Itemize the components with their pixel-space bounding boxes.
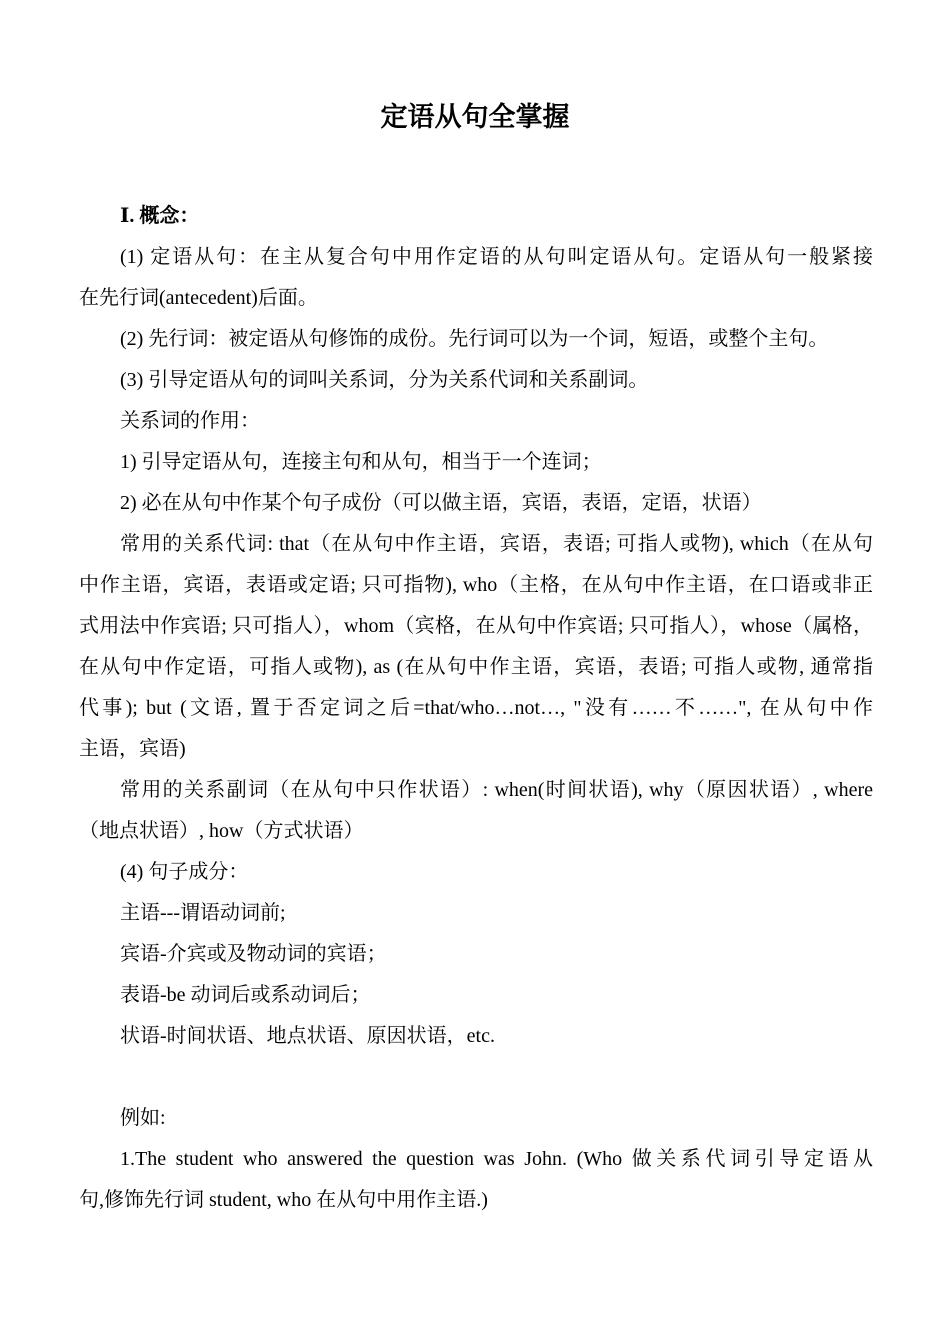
document-body bbox=[79, 196, 873, 1221]
part-predicative: 表语-be 动词后或系动词后； bbox=[120, 984, 371, 1006]
pronouns-line-6: 主语，宾语) bbox=[79, 738, 186, 760]
section-heading: Ⅰ. 概念： bbox=[120, 205, 200, 227]
role-heading: 关系词的作用： bbox=[120, 410, 260, 432]
definition-3: (3) 引导定语从句的词叫关系词，分为关系代词和关系副词。 bbox=[120, 369, 649, 391]
part-object: 宾语-介宾或及物动词的宾语； bbox=[120, 943, 387, 965]
adverbs-line-1: 常用的关系副词（在从句中只作状语）: when(时间状语), why（原因状语）, where bbox=[120, 779, 873, 801]
parts-heading: (4) 句子成分： bbox=[120, 861, 249, 883]
example-heading: 例如: bbox=[120, 1107, 166, 1129]
pronouns-line-3: 式用法中作宾语; 只可指人），whom（宾格，在从句中作宾语; 只可指人），whose（属格， bbox=[79, 615, 873, 637]
part-subject: 主语---谓语动词前; bbox=[120, 902, 286, 924]
definition-1-line-1: (1) 定语从句：在主从复合句中用作定语的从句叫定语从句。定语从句一般紧接 bbox=[120, 246, 873, 268]
blank-line bbox=[79, 1057, 873, 1098]
part-adverbial: 状语-时间状语、地点状语、原因状语，etc. bbox=[120, 1025, 495, 1047]
role-2: 2) 必在从句中作某个句子成份（可以做主语，宾语，表语，定语，状语） bbox=[120, 492, 762, 514]
pronouns-line-4: 在从句中作定语，可指人或物), as (在从句中作主语，宾语，表语; 可指人或物, 通常指 bbox=[79, 656, 873, 678]
definition-1-line-2: 在先行词(antecedent)后面。 bbox=[79, 287, 318, 309]
definition-2: (2) 先行词：被定语从句修饰的成份。先行词可以为一个词，短语，或整个主句。 bbox=[120, 328, 829, 350]
role-1: 1) 引导定语从句，连接主句和从句，相当于一个连词； bbox=[120, 451, 602, 473]
pronouns-line-2: 中作主语，宾语，表语或定语; 只可指物), who（主格，在从句中作主语，在口语或非正 bbox=[79, 574, 873, 596]
pronouns-line-1: 常用的关系代词: that（在从句中作主语，宾语，表语; 可指人或物), which（在从句 bbox=[120, 533, 873, 555]
pronouns-line-5: 代事); but (文语, 置于否定词之后=that/who…not…, "没有……不……", 在从句中作 bbox=[79, 697, 873, 719]
example-1-line-2: 句,修饰先行词 student, who 在从句中用作主语.) bbox=[79, 1189, 488, 1211]
adverbs-line-2: （地点状语）, how（方式状语） bbox=[79, 820, 364, 842]
example-1-line-1: 1.The student who answered the question was John. (Who 做关系代词引导定语从 bbox=[120, 1148, 873, 1170]
document-title: 定语从句全掌握 bbox=[380, 102, 570, 133]
